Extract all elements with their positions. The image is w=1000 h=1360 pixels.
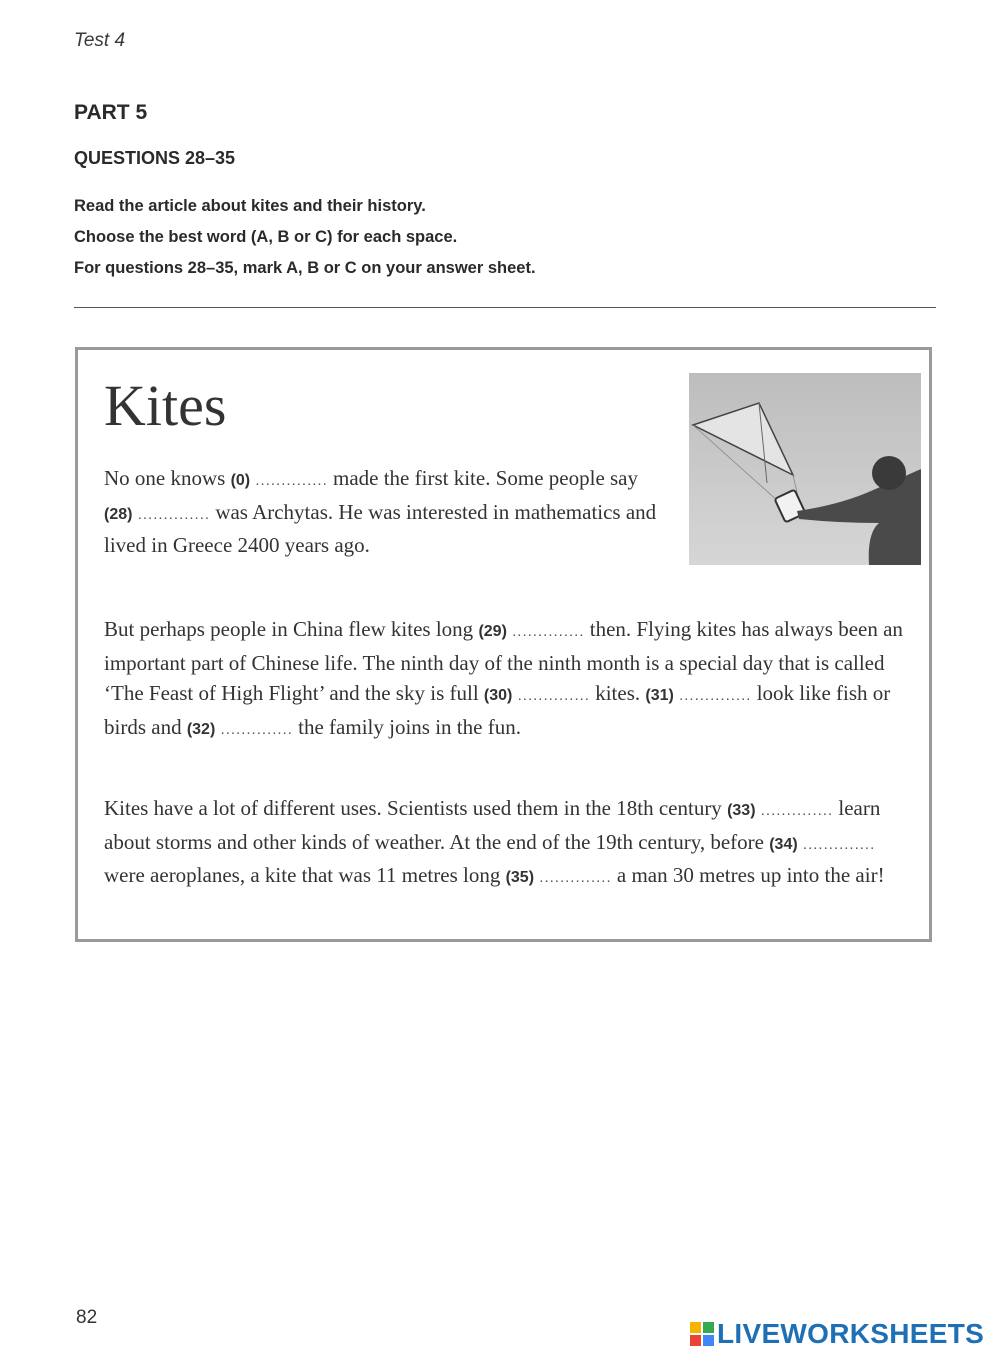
- gap-space[interactable]: ..............: [517, 687, 590, 704]
- gap-space[interactable]: ..............: [255, 472, 328, 489]
- page-number: 82: [76, 1307, 98, 1328]
- kite-photo: [689, 373, 921, 565]
- gap-space[interactable]: ..............: [512, 623, 585, 640]
- gap-label: (0): [230, 472, 251, 489]
- instruction-line: For questions 28–35, mark A, B or C on your answer sheet.: [74, 259, 536, 277]
- instructions: [74, 197, 536, 290]
- liveworksheets-logo-icon: [690, 1322, 714, 1346]
- gap-space[interactable]: ..............: [137, 505, 211, 523]
- gap-space[interactable]: ..............: [539, 869, 612, 886]
- gap-label: (32): [186, 720, 216, 738]
- part-title: PART 5: [74, 101, 148, 124]
- paragraph-1: No one knows (0) .............. made the first kite. Some people say (28) .............. was Archytas. He was interested in mathematics and lived in Greece 2400 years ago.: [104, 466, 657, 557]
- gap-label: (29): [478, 623, 507, 640]
- brand-text: LIVEWORKSHEETS: [717, 1318, 985, 1349]
- article-title: Kites: [104, 373, 227, 438]
- gap-space[interactable]: ..............: [220, 720, 293, 738]
- article-box: [75, 347, 932, 942]
- gap-space[interactable]: ..............: [679, 687, 752, 704]
- paragraph-3: Kites have a lot of different uses. Scientists used them in the 18th century (33) .............. learn about storms and other kinds of weather. At the end of the 19th century, before (34) .............. were aeroplanes, a kite that was 11 metres long (35) .............. a man 30 metres up into the air!: [104, 796, 885, 887]
- gap-label: (30): [483, 687, 513, 704]
- questions-title: QUESTIONS 28–35: [74, 148, 236, 168]
- instruction-line: Read the article about kites and their history.: [74, 197, 426, 215]
- divider-line: [74, 307, 936, 308]
- instruction-line: Choose the best word (A, B or C) for each space.: [74, 228, 458, 246]
- gap-label: (34): [769, 835, 798, 853]
- gap-label: (35): [505, 869, 535, 886]
- gap-label: (31): [645, 687, 674, 704]
- liveworksheets-brand[interactable]: [690, 1318, 984, 1350]
- gap-space[interactable]: ..............: [760, 802, 834, 819]
- gap-label: (33): [727, 802, 756, 819]
- paragraph-2: But perhaps people in China flew kites long (29) .............. then. Flying kites has always been an important part of Chinese life. The ninth day of the ninth month is a special day that is called ‘The Feast of High Flight’ and the sky is full (30) .............. kites. (31) .............. look like fish or birds and (32) .............. the family joins in the fun.: [104, 617, 903, 739]
- gap-label: (28): [104, 505, 133, 523]
- gap-space[interactable]: ..............: [802, 835, 876, 853]
- test-label: Test 4: [74, 30, 126, 51]
